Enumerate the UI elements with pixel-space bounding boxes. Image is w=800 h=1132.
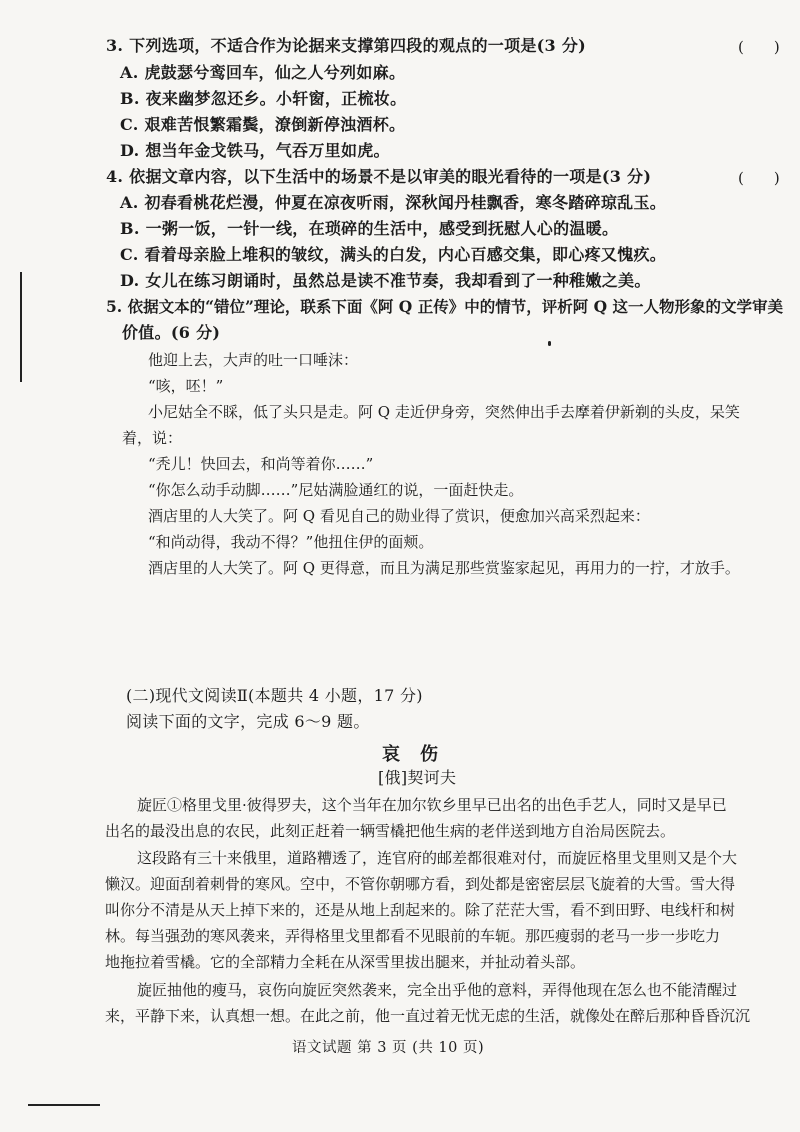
option-d: D. 女儿在练习朗诵时，虽然总是读不准节奏，我却看到了一种稚嫩之美。 [120, 271, 651, 290]
excerpt-line: 他迎上去，大声的吐一口唾沫： [148, 351, 359, 369]
section-instruction: 阅读下面的文字，完成 6～9 题。 [126, 712, 370, 731]
article-title: 哀伤 [382, 744, 458, 765]
article-line: 出名的最没出息的农民，此刻正赶着一辆雪橇把他生病的老伴送到地方自治局医院去。 [105, 822, 676, 840]
page-footer: 语文试题 第 3 页 (共 10 页) [292, 1040, 485, 1056]
excerpt-line: “秃儿！快回去，和尚等着你……” [148, 455, 374, 473]
option-c: C. 看着母亲脸上堆积的皱纹，满头的白发，内心百感交集，即心疼又愧疚。 [120, 245, 667, 264]
excerpt-line: “和尚动得，我动不得？”他扭住伊的面颊。 [148, 533, 434, 551]
option-d: D. 想当年金戈铁马，气吞万里如虎。 [120, 141, 390, 160]
excerpt-line: 着，说： [122, 429, 183, 447]
option-a: A. 初春看桃花烂漫，仲夏在凉夜听雨，深秋闻丹桂飘香，寒冬踏碎琼乱玉。 [120, 193, 667, 212]
section-heading: (二)现代文阅读Ⅱ(本题共 4 小题，17 分) [126, 686, 423, 705]
article-line: 这段路有三十来俄里，道路糟透了，连官府的邮差都很难对付，而旋匠格里戈里则又是个大 [137, 849, 738, 867]
excerpt-line: 小尼姑全不睬，低了头只是走。阿 Q 走近伊身旁，突然伸出手去摩着伊新剃的头皮，呆笑 [148, 403, 740, 421]
article-line: 懒汉。迎面刮着刺骨的寒风。空中，不管你朝哪方看，到处都是密密层层飞旋着的大雪。雪大得 [105, 875, 736, 893]
article-line: 地拖拉着雪橇。它的全部精力全耗在从深雪里拔出腿来，并扯动着头部。 [105, 953, 586, 971]
question-stem: 5. 依据文本的“错位”理论，联系下面《阿 Q 正传》中的情节，评析阿 Q 这一人物形象的文学审美 [106, 297, 784, 316]
excerpt-line: 酒店里的人大笑了。阿 Q 更得意，而且为满足那些赏鉴家起见，再用力的一拧，才放手。 [148, 559, 740, 577]
excerpt-line: “咳，呸！” [148, 377, 224, 395]
ink-speck [548, 341, 551, 346]
option-b: B. 一粥一饭，一针一线，在琐碎的生活中，感受到抚慰人心的温暖。 [120, 219, 619, 238]
answer-blank: ( ) [738, 169, 780, 187]
article-line: 林。每当强劲的寒风袭来，弄得格里戈里都看不见眼前的车轭。那匹瘦弱的老马一步一步吃力 [105, 927, 721, 945]
question-stem-cont: 价值。(6 分) [122, 323, 221, 342]
option-c: C. 艰难苦恨繁霜鬓，潦倒新停浊酒杯。 [120, 115, 406, 134]
scan-bottom-line [28, 1104, 100, 1106]
question-stem: 3. 下列选项，不适合作为论据来支撑第四段的观点的一项是(3 分) [106, 36, 587, 55]
excerpt-line: 酒店里的人大笑了。阿 Q 看见自己的勋业得了赏识，便愈加兴高采烈起来： [148, 507, 650, 525]
question-stem: 4. 依据文章内容，以下生活中的场景不是以审美的眼光看待的一项是(3 分) [106, 167, 652, 186]
article-author: [俄]契诃夫 [378, 768, 457, 787]
article-line: 来，平静下来，认真想一想。在此之前，他一直过着无忧无虑的生活，就像处在醉后那种昏昏沉沉 [105, 1007, 751, 1025]
article-line: 叫你分不清是从天上掉下来的，还是从地上刮起来的。除了茫茫大雪，看不到田野、电线杆和树 [105, 901, 736, 919]
article-line: 旋匠①格里戈里·彼得罗夫，这个当年在加尔钦乡里早已出名的出色手艺人，同时又是早已 [137, 796, 727, 814]
article-line: 旋匠抽他的瘦马，哀伤向旋匠突然袭来，完全出乎他的意料，弄得他现在怎么也不能清醒过 [137, 981, 738, 999]
option-a: A. 虎鼓瑟兮鸾回车，仙之人兮列如麻。 [120, 63, 406, 82]
option-b: B. 夜来幽梦忽还乡。小轩窗，正梳妆。 [120, 89, 407, 108]
excerpt-line: “你怎么动手动脚……”尼姑满脸通红的说，一面赶快走。 [148, 481, 524, 499]
answer-blank: ( ) [738, 38, 780, 56]
scan-margin-line [20, 272, 22, 382]
